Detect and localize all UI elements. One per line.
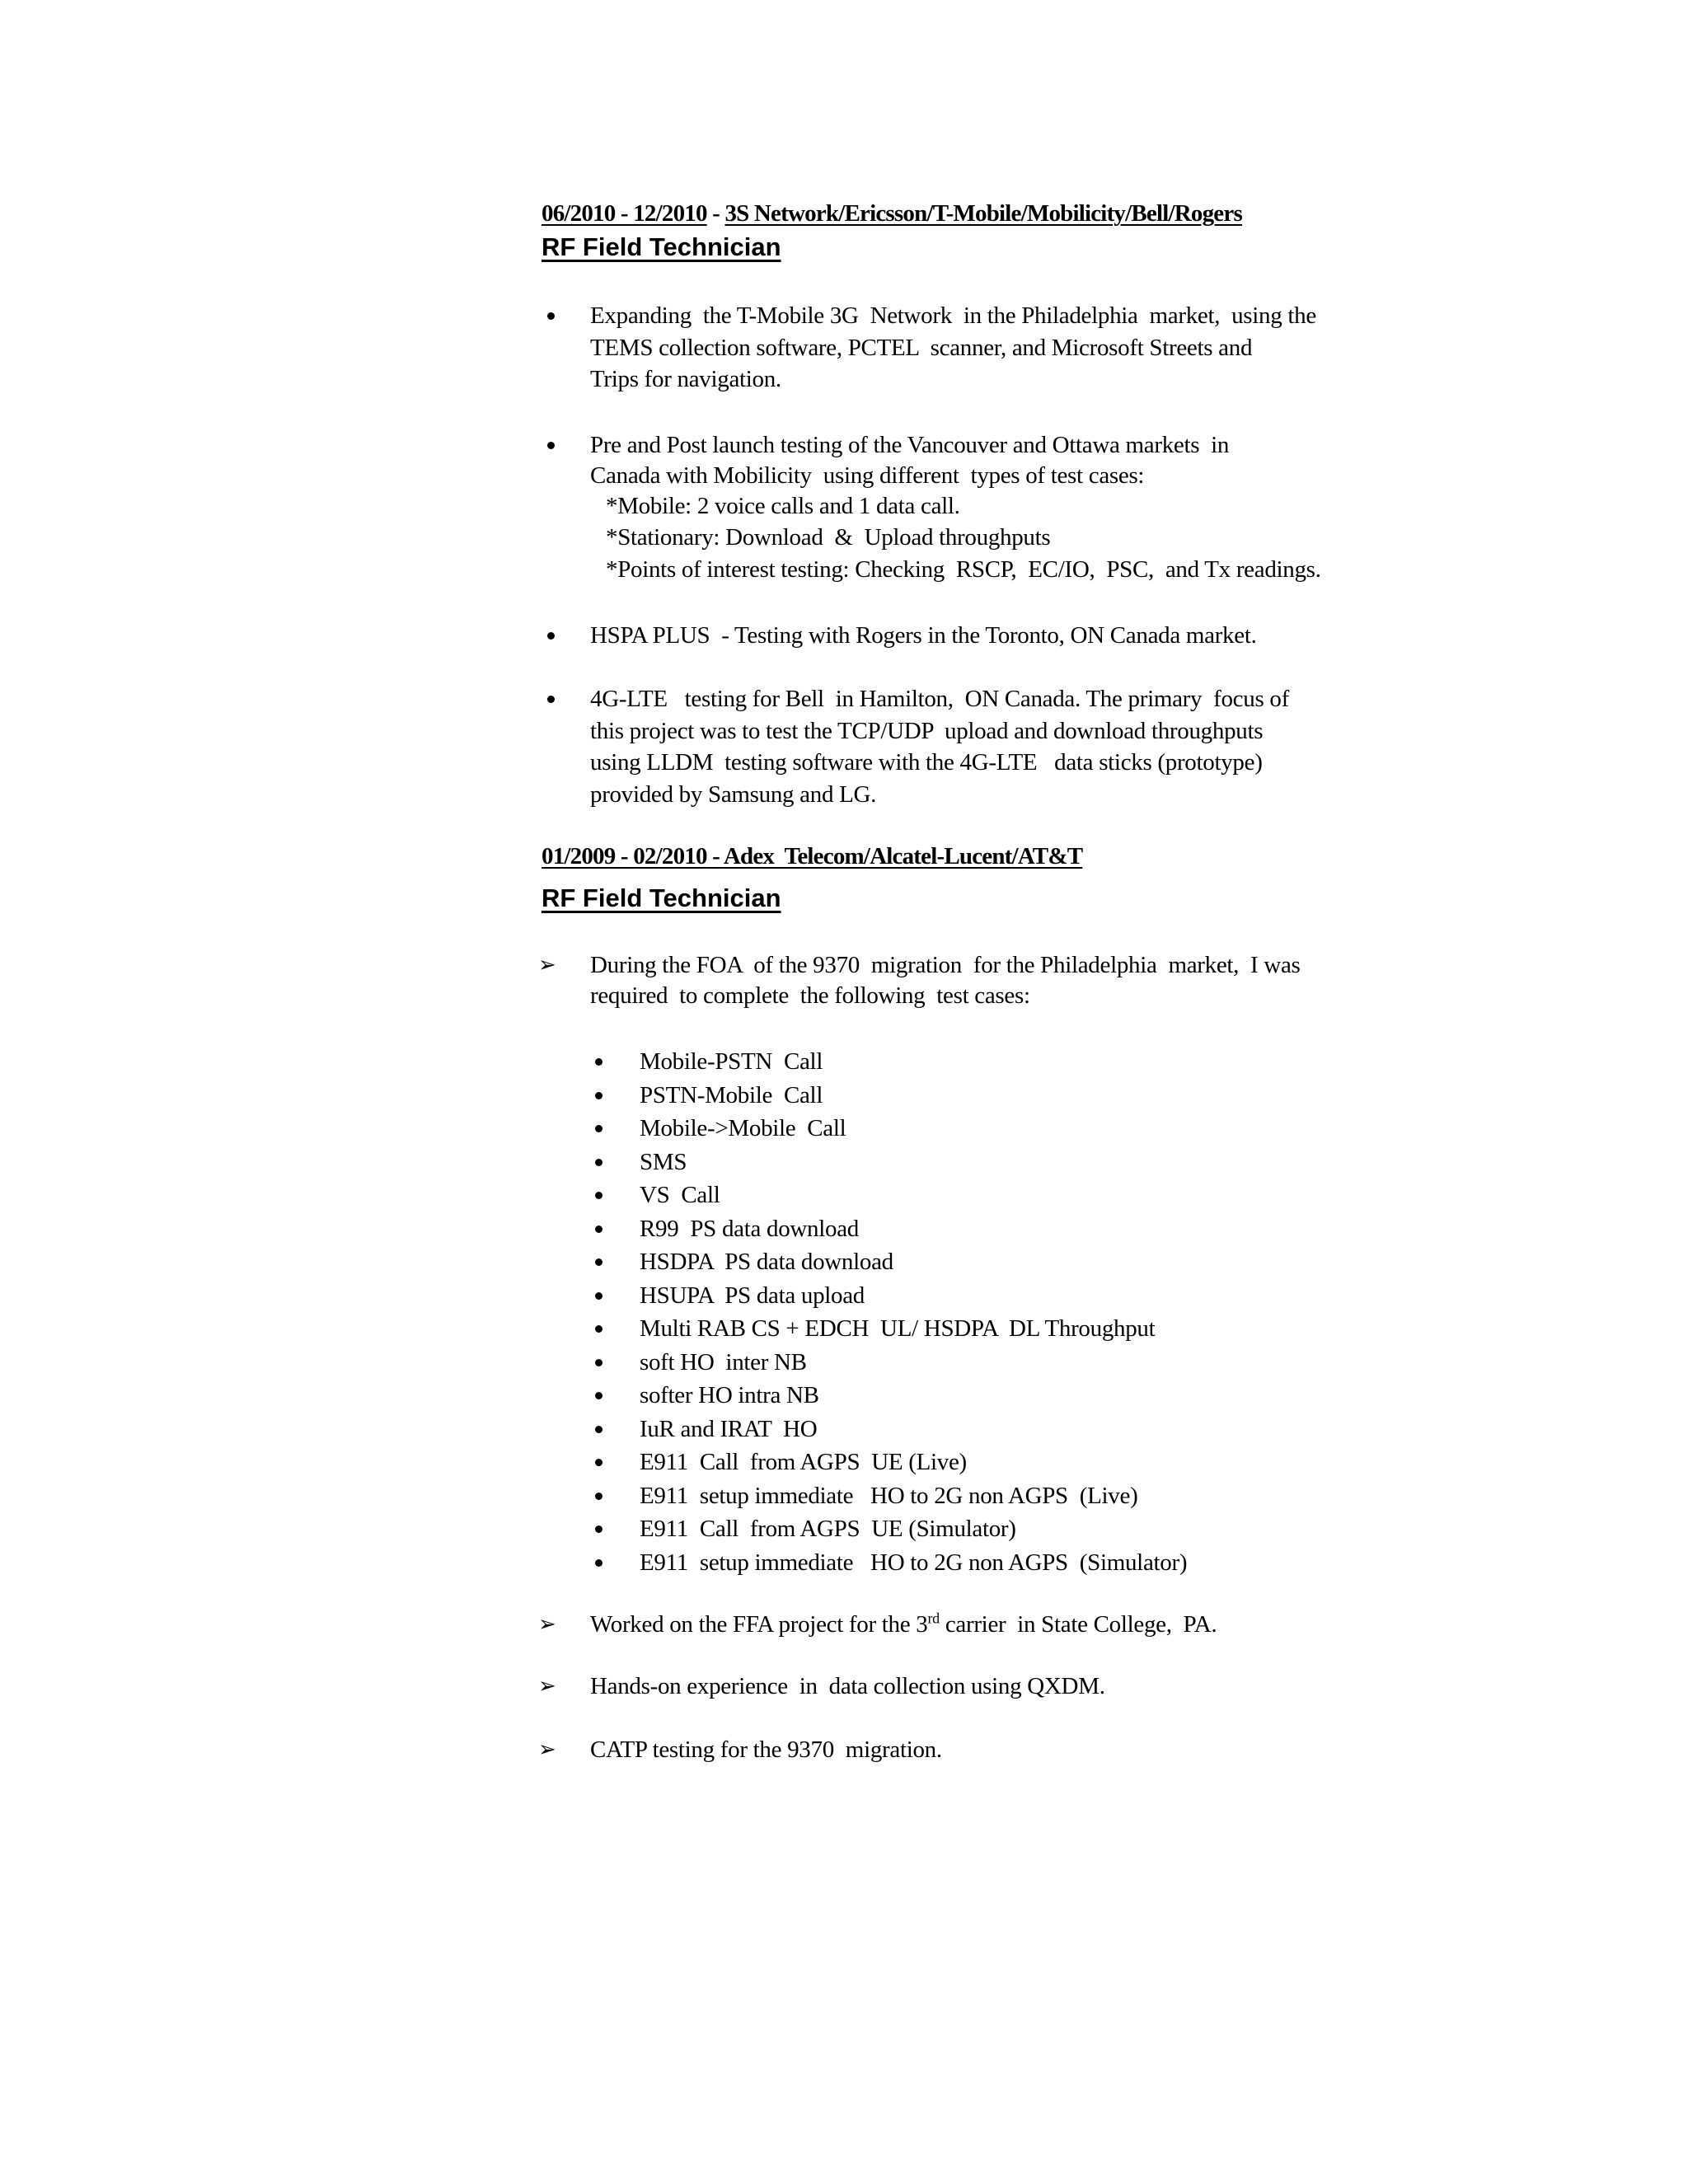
bullet-text-part: Worked on the FFA project for the 3 xyxy=(590,1611,928,1638)
bullet-icon xyxy=(595,1325,603,1333)
test-case-item: R99 PS data download xyxy=(640,1215,859,1242)
job-dates: 06/2010 - 12/2010 xyxy=(542,200,707,227)
arrow-bullet-icon: ➢ xyxy=(538,1737,556,1761)
bullet-icon xyxy=(595,1125,603,1132)
bullet-icon xyxy=(595,1493,603,1500)
job-title: RF Field Technician xyxy=(542,232,781,261)
arrow-bullet-icon: ➢ xyxy=(538,1674,556,1698)
test-case-item: HSUPA PS data upload xyxy=(640,1282,865,1309)
test-case-item: E911 setup immediate HO to 2G non AGPS (Live) xyxy=(640,1482,1138,1509)
job-company: Adex Telecom/Alcatel-Lucent/AT&T xyxy=(723,843,1083,869)
bullet-text: During the FOA of the 9370 migration for the Philadelphia market, I was xyxy=(590,952,1301,978)
bullet-text: provided by Samsung and LG. xyxy=(590,781,877,808)
bullet-icon xyxy=(595,1392,603,1399)
bullet-text: required to complete the following test cases: xyxy=(590,982,1030,1009)
job-header xyxy=(542,199,1242,228)
bullet-icon xyxy=(595,1226,603,1233)
bullet-text: this project was to test the TCP/UDP upload and download throughputs xyxy=(590,718,1264,744)
bullet-icon xyxy=(595,1459,603,1466)
bullet-icon xyxy=(595,1426,603,1433)
bullet-icon xyxy=(547,442,555,449)
bullet-icon xyxy=(595,1192,603,1199)
bullet-icon xyxy=(595,1526,603,1533)
bullet-text: Expanding the T-Mobile 3G Network in the Philadelphia market, using the xyxy=(590,302,1316,329)
bullet-text: TEMS collection software, PCTEL scanner, and Microsoft Streets and xyxy=(590,335,1253,361)
bullet-text: Canada with Mobilicity using different types of test cases: xyxy=(590,462,1145,489)
arrow-bullet-icon: ➢ xyxy=(538,953,556,977)
job-company: 3S Network/Ericsson/T-Mobile/Mobilicity/Bell/Rogers xyxy=(724,200,1242,227)
bullet-icon xyxy=(595,1092,603,1099)
test-case-item: VS Call xyxy=(640,1182,720,1208)
test-case-item: HSDPA PS data download xyxy=(640,1249,893,1275)
bullet-text: *Mobile: 2 voice calls and 1 data call. xyxy=(606,493,960,519)
bullet-icon xyxy=(595,1258,603,1266)
test-case-item: SMS xyxy=(640,1148,687,1175)
bullet-text: using LLDM testing software with the 4G-LTE data sticks (prototype) xyxy=(590,749,1263,776)
job-title: RF Field Technician xyxy=(542,883,781,912)
test-case-item: PSTN-Mobile Call xyxy=(640,1081,823,1108)
test-case-item: IuR and IRAT HO xyxy=(640,1415,818,1442)
test-case-item: E911 setup immediate HO to 2G non AGPS (Simulator) xyxy=(640,1549,1188,1576)
job-separator: - xyxy=(706,200,725,227)
bullet-icon xyxy=(547,696,555,703)
bullet-text-part: carrier in State College, PA. xyxy=(939,1611,1217,1638)
superscript: rd xyxy=(927,1610,940,1627)
job-header xyxy=(542,841,1082,871)
bullet-icon xyxy=(595,1292,603,1300)
test-case-item: Mobile->Mobile Call xyxy=(640,1115,846,1141)
test-case-item: Mobile-PSTN Call xyxy=(640,1048,823,1075)
test-case-item: E911 Call from AGPS UE (Live) xyxy=(640,1449,967,1475)
bullet-icon xyxy=(595,1058,603,1066)
test-case-item: softer HO intra NB xyxy=(640,1382,819,1408)
arrow-bullet-icon: ➢ xyxy=(538,1612,556,1636)
test-case-item: Multi RAB CS + EDCH UL/ HSDPA DL Throughput xyxy=(640,1315,1156,1342)
bullet-icon xyxy=(547,312,555,320)
test-case-item: E911 Call from AGPS UE (Simulator) xyxy=(640,1516,1016,1542)
bullet-text: Hands-on experience in data collection using QXDM. xyxy=(590,1673,1105,1699)
test-case-item: soft HO inter NB xyxy=(640,1348,807,1376)
bullet-text: Pre and Post launch testing of the Vancouver and Ottawa markets in xyxy=(590,432,1230,458)
bullet-icon xyxy=(595,1359,603,1366)
bullet-text: Trips for navigation. xyxy=(590,366,781,392)
bullet-text: 4G-LTE testing for Bell in Hamilton, ON Canada. The primary focus of xyxy=(590,686,1289,712)
bullet-icon xyxy=(595,1559,603,1567)
bullet-text: HSPA PLUS - Testing with Rogers in the Toronto, ON Canada market. xyxy=(590,622,1257,649)
bullet-icon xyxy=(595,1159,603,1166)
bullet-text: CATP testing for the 9370 migration. xyxy=(590,1736,942,1763)
bullet-icon xyxy=(547,632,555,640)
job-dates: 01/2009 - 02/2010 xyxy=(542,843,707,869)
bullet-text: *Points of interest testing: Checking RSCP, EC/IO, PSC, and Tx readings. xyxy=(606,556,1321,583)
job-separator: - xyxy=(706,843,724,869)
bullet-text: *Stationary: Download & Upload throughputs xyxy=(606,524,1051,551)
bullet-text xyxy=(590,1610,1217,1639)
